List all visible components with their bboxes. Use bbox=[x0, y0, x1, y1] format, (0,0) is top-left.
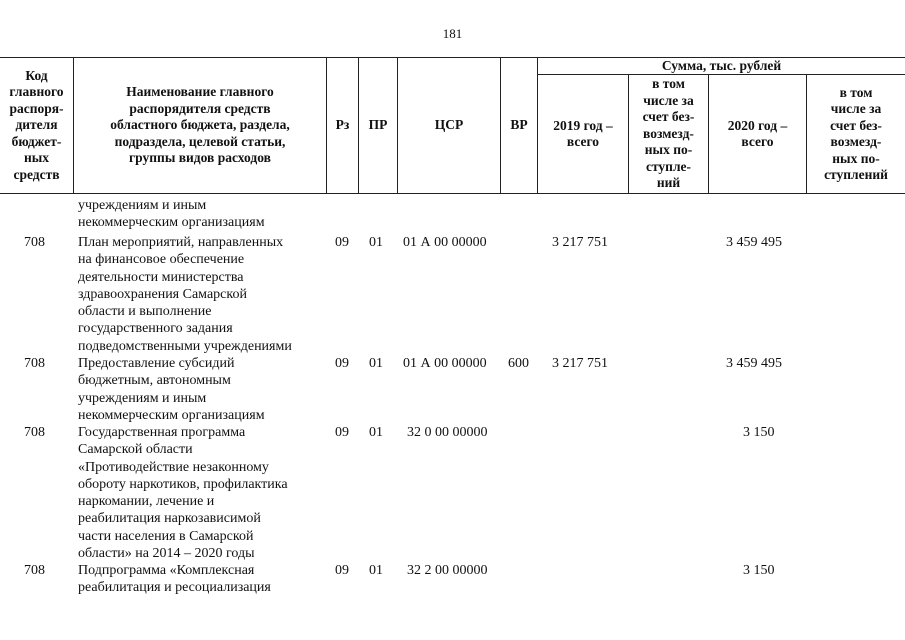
row-sum-2019: 3 217 751 bbox=[552, 235, 608, 250]
row-name-line: Подпрограмма «Комплексная bbox=[78, 563, 255, 578]
row-code: 708 bbox=[24, 356, 45, 371]
header-2019-line: 2019 год – bbox=[553, 117, 613, 133]
header-code-line: распоря- bbox=[9, 100, 64, 116]
row-sum-2020: 3 459 495 bbox=[726, 356, 782, 371]
header-code-line: средств bbox=[13, 166, 60, 182]
header-2020-free-line: возмезд- bbox=[830, 134, 882, 149]
row-rz: 09 bbox=[335, 425, 349, 440]
row-pr: 01 bbox=[369, 235, 383, 250]
row-name bbox=[78, 197, 330, 232]
row-sum-2020: 3 150 bbox=[743, 563, 775, 578]
row-code: 708 bbox=[24, 425, 45, 440]
row-pr: 01 bbox=[369, 563, 383, 578]
header-sum-title: Сумма, тыс. рублей bbox=[661, 57, 782, 73]
header-pr: ПР bbox=[368, 117, 388, 133]
row-name-line: Предоставление субсидий bbox=[78, 356, 235, 371]
row-name-line: учреждениям и иным bbox=[78, 390, 207, 406]
header-2020-total bbox=[709, 75, 806, 193]
row-name-line: Государственная программа bbox=[78, 425, 246, 440]
header-code-line: Код bbox=[25, 67, 48, 83]
row-name-line: части населения в Самарской bbox=[78, 528, 254, 544]
row-pr: 01 bbox=[369, 425, 383, 440]
row-name-line: учреждениям и иным bbox=[78, 198, 207, 213]
header-2019-free-line: возмезд- bbox=[643, 125, 694, 141]
header-2019-free-line: счет без- bbox=[642, 109, 695, 125]
row-code: 708 bbox=[24, 563, 45, 578]
row-name-line: некоммерческим организациям bbox=[78, 215, 265, 231]
header-bottom-border bbox=[0, 193, 905, 194]
row-name-line: бюджетным, автономным bbox=[78, 373, 231, 389]
header-csr: ЦСР bbox=[434, 117, 464, 133]
header-2019-free-line: ний bbox=[656, 175, 681, 191]
row-rz: 09 bbox=[335, 563, 349, 578]
header-code-line: главного bbox=[9, 84, 64, 100]
row-csr: 32 0 00 00000 bbox=[407, 425, 488, 440]
row-csr: 01 А 00 00000 bbox=[403, 235, 487, 250]
header-2020-free-line: счет без- bbox=[830, 117, 882, 133]
header-vr: ВР bbox=[510, 117, 528, 133]
header-code-line: ных bbox=[23, 150, 50, 166]
row-name bbox=[78, 424, 330, 562]
row-csr: 01 А 00 00000 bbox=[403, 356, 487, 371]
header-2019-free-line: в том bbox=[652, 76, 685, 92]
row-sum-2019: 3 217 751 bbox=[552, 356, 608, 371]
header-name-line: подраздела, целевой статьи, bbox=[114, 133, 286, 149]
row-name-line: здравоохранения Самарской bbox=[78, 286, 247, 302]
row-name-line: области и выполнение bbox=[78, 304, 212, 320]
row-name bbox=[78, 355, 330, 424]
header-name-line: группы видов расходов bbox=[129, 150, 271, 166]
header-2020-free-line: ных по- bbox=[832, 150, 880, 166]
row-rz: 09 bbox=[335, 356, 349, 371]
header-2019-free-line: ступле- bbox=[645, 158, 692, 174]
row-name-line: реабилитация и ресоциализация bbox=[78, 580, 271, 596]
header-2019-free-line: ных по- bbox=[644, 142, 693, 158]
row-name-line: области» на 2014 – 2020 годы bbox=[78, 546, 255, 562]
row-rz: 09 bbox=[335, 235, 349, 250]
row-name-line: обороту наркотиков, профилактика bbox=[78, 476, 288, 492]
row-name-line: План мероприятий, направленных bbox=[78, 235, 284, 250]
header-name bbox=[74, 58, 326, 193]
header-name-line: Наименование главного bbox=[126, 84, 274, 100]
header-2020-free-line: ступлений bbox=[824, 167, 888, 182]
row-name-line: деятельности министерства bbox=[78, 269, 244, 285]
row-name-line: наркомании, лечение и bbox=[78, 494, 215, 510]
header-2019-total bbox=[538, 75, 628, 193]
header-2020-line: всего bbox=[741, 134, 774, 149]
row-name-line: «Противодействие незаконному bbox=[78, 459, 269, 475]
header-2019-free bbox=[629, 75, 708, 193]
row-name-line: государственного задания bbox=[78, 321, 233, 337]
page-number: 181 bbox=[442, 26, 463, 41]
row-name bbox=[78, 562, 330, 597]
row-name-line: некоммерческим организациям bbox=[78, 407, 265, 423]
row-pr: 01 bbox=[369, 356, 383, 371]
row-code: 708 bbox=[24, 235, 45, 250]
header-code-line: дителя bbox=[15, 117, 58, 133]
header-name-line: областного бюджета, раздела, bbox=[110, 117, 290, 133]
header-2020-line: 2020 год – bbox=[727, 117, 788, 133]
header-2020-free bbox=[807, 75, 905, 193]
header-2020-free-line: числе за bbox=[830, 101, 882, 116]
header-2019-free-line: числе за bbox=[643, 92, 694, 108]
row-name-line: реабилитация наркозависимой bbox=[78, 511, 261, 527]
row-name-line: Самарской области bbox=[78, 442, 193, 458]
header-code bbox=[0, 58, 73, 193]
header-rz: Рз bbox=[335, 117, 350, 133]
header-2019-line: всего bbox=[566, 134, 600, 149]
header-name-line: распорядителя средств bbox=[129, 100, 271, 116]
header-code-line: бюджет- bbox=[11, 133, 62, 149]
row-name bbox=[78, 234, 330, 355]
row-sum-2020: 3 459 495 bbox=[726, 235, 782, 250]
row-name-line: подведомственными учреждениями bbox=[78, 338, 292, 354]
row-name-line: на финансовое обеспечение bbox=[78, 252, 245, 268]
row-sum-2020: 3 150 bbox=[743, 425, 775, 440]
row-csr: 32 2 00 00000 bbox=[407, 563, 488, 578]
header-2020-free-line: в том bbox=[839, 84, 873, 100]
row-vr: 600 bbox=[508, 356, 529, 371]
